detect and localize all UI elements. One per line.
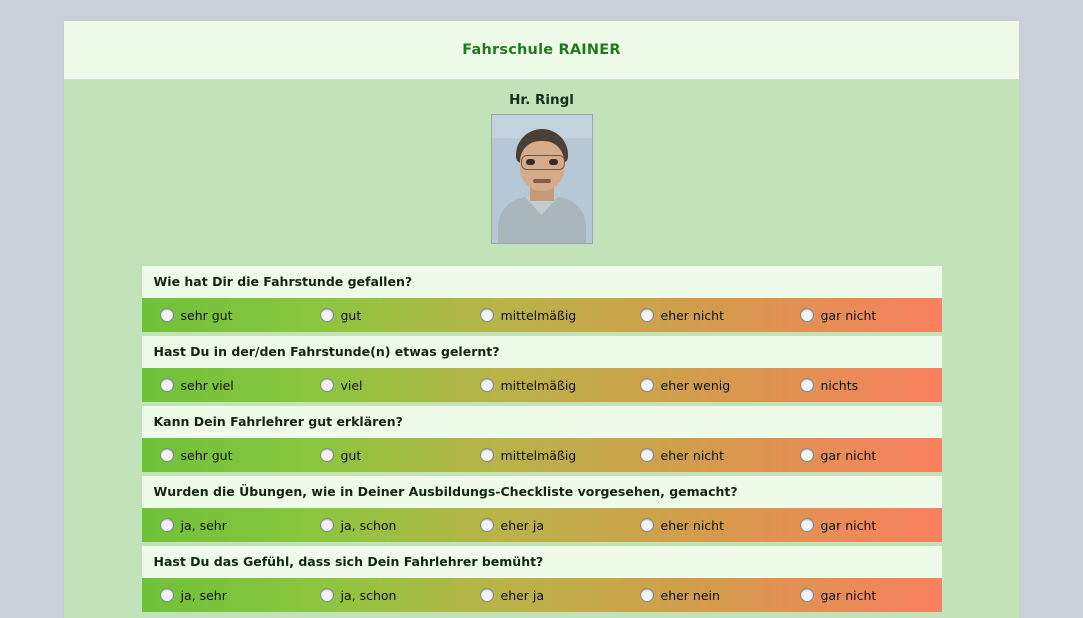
answer-label: gar nicht <box>820 517 877 533</box>
question-block <box>142 266 942 332</box>
answer-option[interactable] <box>622 588 782 603</box>
questionnaire <box>142 266 942 612</box>
answer-label: gut <box>340 447 362 463</box>
radio-button[interactable] <box>480 588 494 602</box>
answer-option[interactable] <box>142 518 302 533</box>
form-sheet <box>63 20 1020 618</box>
answer-label: ja, sehr <box>180 587 227 603</box>
answer-scale <box>142 578 942 612</box>
question-title: Wurden die Übungen, wie in Deiner Ausbildungs-Checkliste vorgesehen, gemacht? <box>142 476 942 508</box>
question-block <box>142 336 942 402</box>
radio-button[interactable] <box>640 448 654 462</box>
answer-option[interactable] <box>302 448 462 463</box>
answer-label: mittelmäßig <box>500 307 577 323</box>
answer-option[interactable] <box>462 588 622 603</box>
answer-scale <box>142 438 942 472</box>
radio-button[interactable] <box>640 378 654 392</box>
answer-label: eher wenig <box>660 377 731 393</box>
answer-option[interactable] <box>142 378 302 393</box>
answer-label: gar nicht <box>820 587 877 603</box>
instructor-photo <box>491 114 593 244</box>
answer-label: gar nicht <box>820 447 877 463</box>
radio-button[interactable] <box>800 308 814 322</box>
answer-label: mittelmäßig <box>500 447 577 463</box>
answer-option[interactable] <box>622 518 782 533</box>
instructor-name: Hr. Ringl <box>509 92 574 108</box>
page-title: Fahrschule RAINER <box>462 42 621 58</box>
question-block <box>142 476 942 542</box>
answer-label: gar nicht <box>820 307 877 323</box>
answer-label: ja, sehr <box>180 517 227 533</box>
answer-label: eher nein <box>660 587 720 603</box>
answer-label: gut <box>340 307 362 323</box>
page-header <box>64 21 1019 80</box>
answer-option[interactable] <box>142 308 302 323</box>
question-title: Hast Du in der/den Fahrstunde(n) etwas gelernt? <box>142 336 942 368</box>
radio-button[interactable] <box>320 518 334 532</box>
instructor-section <box>64 80 1019 244</box>
answer-option[interactable] <box>782 448 942 463</box>
radio-button[interactable] <box>640 588 654 602</box>
answer-label: ja, schon <box>340 587 397 603</box>
answer-option[interactable] <box>462 518 622 533</box>
question-block <box>142 546 942 612</box>
answer-option[interactable] <box>302 378 462 393</box>
radio-button[interactable] <box>640 518 654 532</box>
question-title: Wie hat Dir die Fahrstunde gefallen? <box>142 266 942 298</box>
radio-button[interactable] <box>160 308 174 322</box>
radio-button[interactable] <box>320 448 334 462</box>
radio-button[interactable] <box>320 308 334 322</box>
answer-option[interactable] <box>302 308 462 323</box>
question-title: Kann Dein Fahrlehrer gut erklären? <box>142 406 942 438</box>
answer-option[interactable] <box>622 308 782 323</box>
answer-label: viel <box>340 377 363 393</box>
answer-label: mittelmäßig <box>500 377 577 393</box>
radio-button[interactable] <box>160 518 174 532</box>
radio-button[interactable] <box>160 448 174 462</box>
answer-option[interactable] <box>142 448 302 463</box>
answer-label: eher nicht <box>660 517 725 533</box>
photo-mouth <box>533 179 551 183</box>
answer-label: eher ja <box>500 587 545 603</box>
radio-button[interactable] <box>160 588 174 602</box>
answer-label: sehr gut <box>180 447 233 463</box>
radio-button[interactable] <box>480 378 494 392</box>
answer-option[interactable] <box>142 588 302 603</box>
answer-label: eher nicht <box>660 307 725 323</box>
radio-button[interactable] <box>480 308 494 322</box>
answer-option[interactable] <box>462 448 622 463</box>
answer-scale <box>142 508 942 542</box>
answer-scale <box>142 298 942 332</box>
answer-label: eher ja <box>500 517 545 533</box>
radio-button[interactable] <box>800 588 814 602</box>
radio-button[interactable] <box>800 518 814 532</box>
radio-button[interactable] <box>320 588 334 602</box>
radio-button[interactable] <box>800 448 814 462</box>
answer-label: eher nicht <box>660 447 725 463</box>
answer-option[interactable] <box>462 378 622 393</box>
answer-option[interactable] <box>302 588 462 603</box>
answer-option[interactable] <box>462 308 622 323</box>
answer-label: sehr viel <box>180 377 234 393</box>
glasses-icon <box>521 155 565 170</box>
answer-label: ja, schon <box>340 517 397 533</box>
radio-button[interactable] <box>800 378 814 392</box>
answer-option[interactable] <box>302 518 462 533</box>
radio-button[interactable] <box>160 378 174 392</box>
answer-option[interactable] <box>782 518 942 533</box>
radio-button[interactable] <box>480 448 494 462</box>
question-title: Hast Du das Gefühl, dass sich Dein Fahrlehrer bemüht? <box>142 546 942 578</box>
radio-button[interactable] <box>480 518 494 532</box>
answer-label: nichts <box>820 377 859 393</box>
answer-scale <box>142 368 942 402</box>
answer-label: sehr gut <box>180 307 233 323</box>
answer-option[interactable] <box>782 378 942 393</box>
answer-option[interactable] <box>782 308 942 323</box>
radio-button[interactable] <box>640 308 654 322</box>
answer-option[interactable] <box>622 378 782 393</box>
radio-button[interactable] <box>320 378 334 392</box>
answer-option[interactable] <box>782 588 942 603</box>
answer-option[interactable] <box>622 448 782 463</box>
question-block <box>142 406 942 472</box>
